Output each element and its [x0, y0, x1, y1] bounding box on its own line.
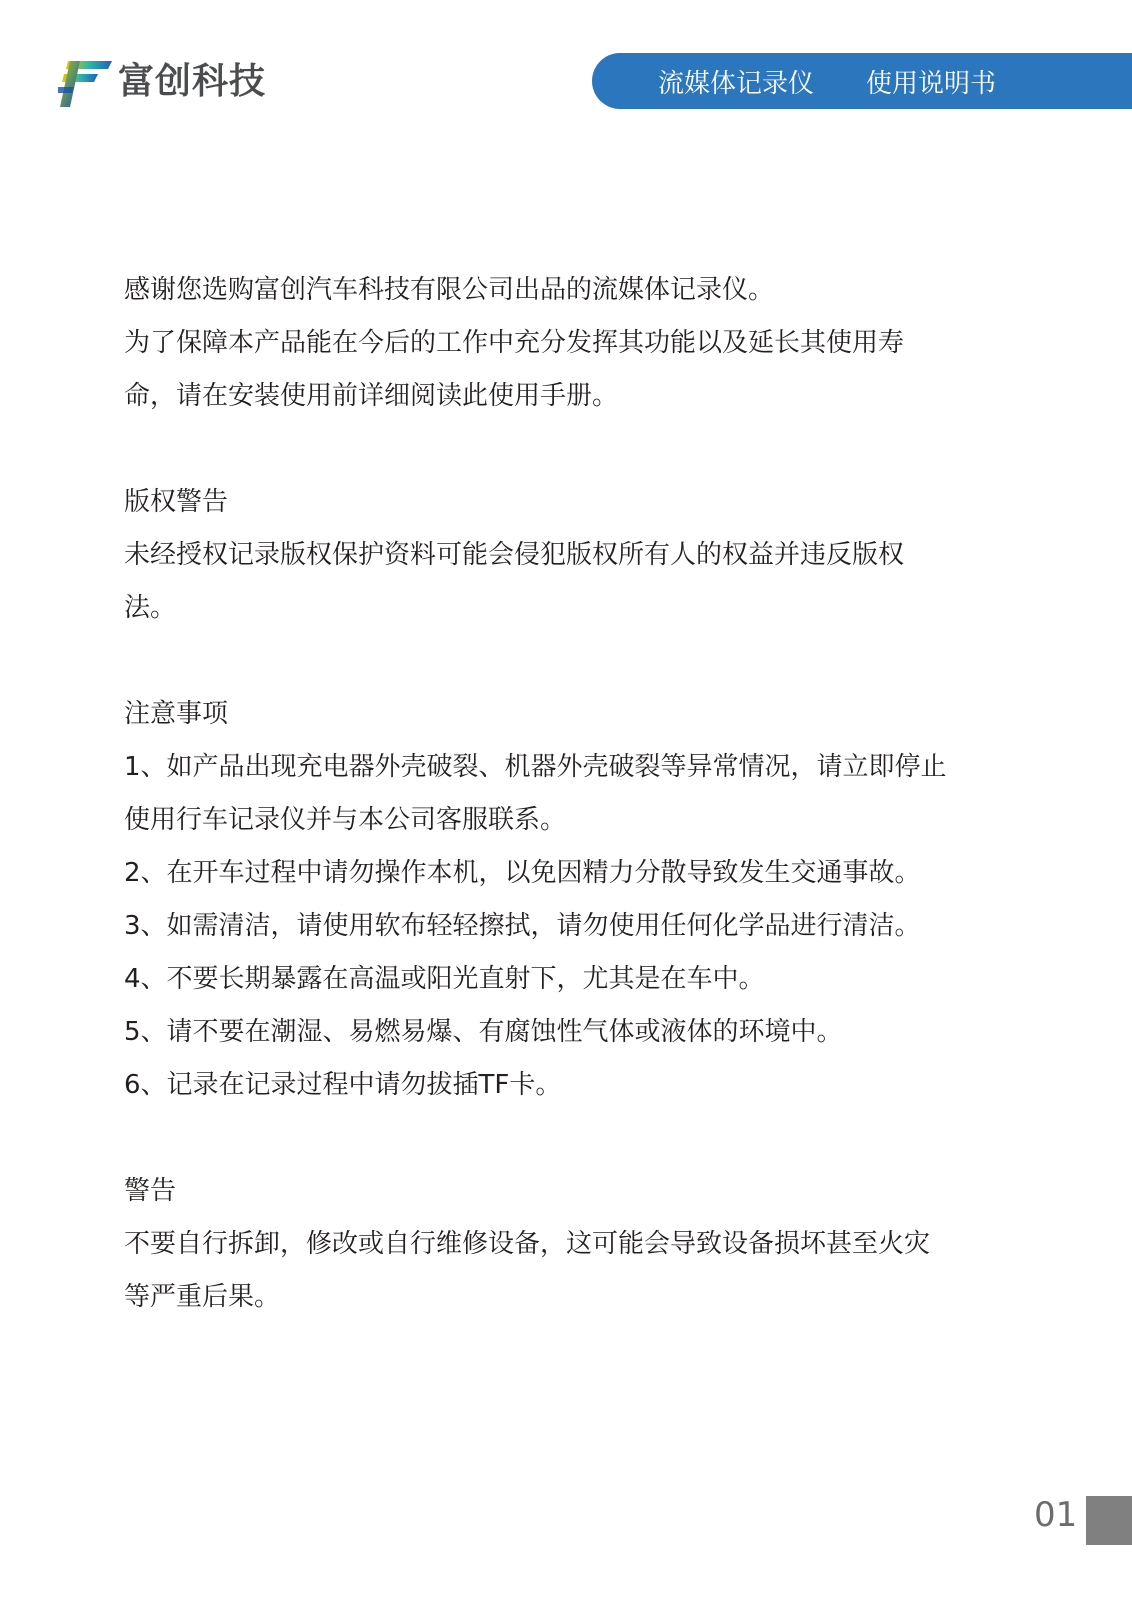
copyright-text: 未经授权记录版权保护资料可能会侵犯版权所有人的权益并违反版权 — [124, 540, 905, 570]
note-item: 1、如产品出现充电器外壳破裂、机器外壳破裂等异常情况，请立即停止 — [124, 752, 947, 782]
note-item: 4、不要长期暴露在高温或阳光直射下，尤其是在车中。 — [124, 964, 765, 994]
warning-text: 不要自行拆卸，修改或自行维修设备，这可能会导致设备损坏甚至火灾 — [124, 1229, 931, 1259]
logo-f-icon — [58, 57, 112, 107]
note-item: 3、如需清洁，请使用软布轻轻擦拭，请勿使用任何化学品进行清洁。 — [124, 911, 921, 941]
note-item: 5、请不要在潮湿、易燃易爆、有腐蚀性气体或液体的环境中。 — [124, 1017, 843, 1047]
note-item: 6、记录在记录过程中请勿拔插TF卡。 — [124, 1070, 562, 1100]
intro-line: 命，请在安装使用前详细阅读此使用手册。 — [124, 381, 619, 411]
copyright-text: 法。 — [124, 593, 177, 623]
page-marker-block — [1086, 1496, 1132, 1545]
manual-content — [124, 264, 984, 1324]
note-item: 使用行车记录仪并与本公司客服联系。 — [124, 805, 567, 835]
note-item: 2、在开车过程中请勿操作本机，以免因精力分散导致发生交通事故。 — [124, 858, 921, 888]
document-title-banner — [592, 53, 1132, 109]
notes-heading: 注意事项 — [124, 699, 229, 729]
product-title: 流媒体记录仪 — [658, 68, 815, 99]
company-logo — [58, 56, 266, 108]
intro-line: 感谢您选购富创汽车科技有限公司出品的流媒体记录仪。 — [124, 275, 775, 305]
warning-heading: 警告 — [124, 1176, 177, 1206]
page-number: 01 — [1034, 1495, 1078, 1535]
manual-title: 使用说明书 — [866, 68, 997, 99]
copyright-heading: 版权警告 — [124, 487, 229, 517]
company-name: 富创科技 — [118, 61, 267, 102]
warning-text: 等严重后果。 — [124, 1282, 281, 1312]
intro-line: 为了保障本产品能在今后的工作中充分发挥其功能以及延长其使用寿 — [124, 328, 905, 358]
